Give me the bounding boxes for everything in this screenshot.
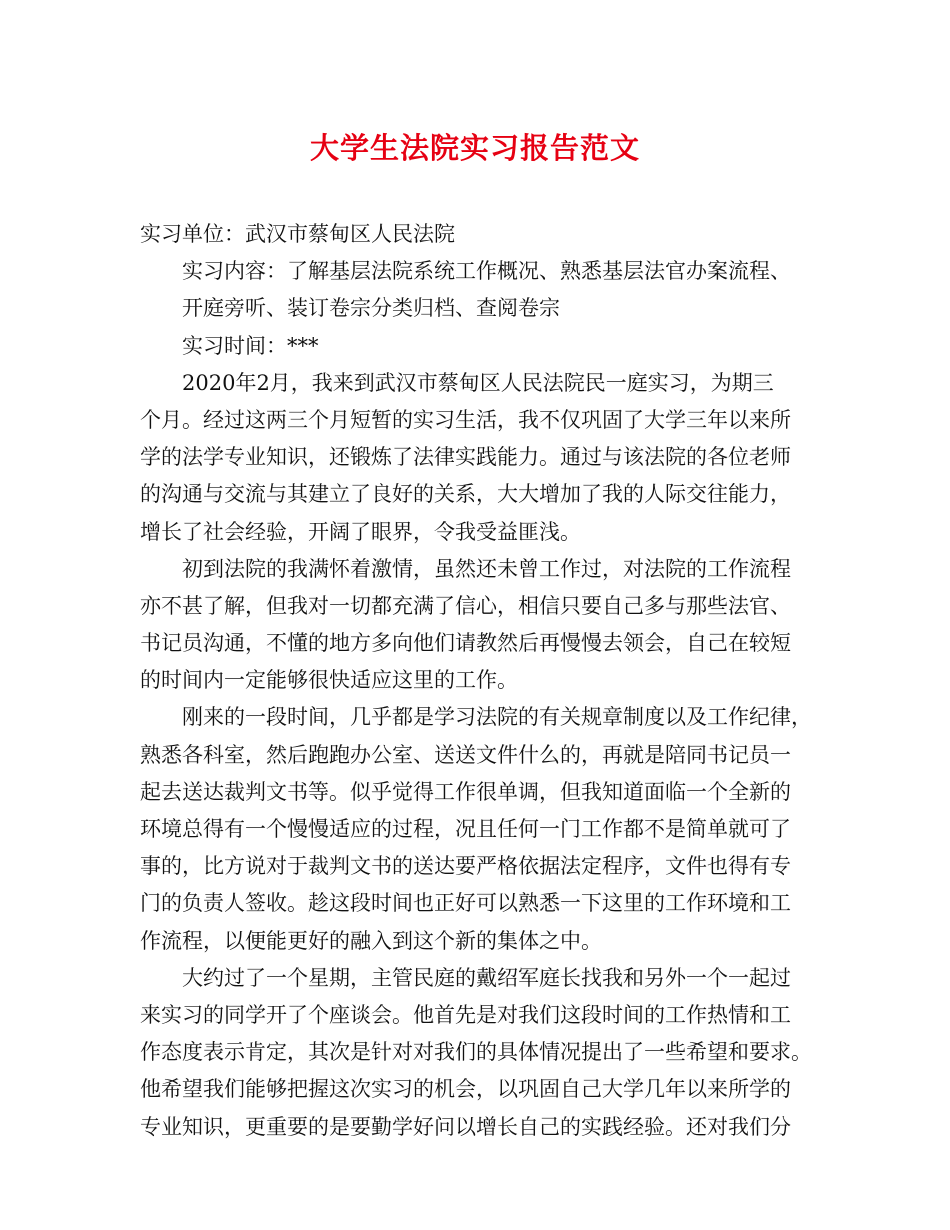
text-line: 实习时间：***: [182, 333, 319, 358]
text-line: 书记员沟通，不懂的地方多向他们请教然后再慢慢去领会，自己在较短: [140, 631, 791, 656]
text-line: 初到法院的我满怀着激情，虽然还未曾工作过，对法院的工作流程: [182, 556, 791, 581]
text-line: 2020年2月，我来到武汉市蔡甸区人民法院民一庭实习，为期三: [182, 370, 774, 395]
text-line: 刚来的一段时间，几乎都是学习法院的有关规章制度以及工作纪律，: [182, 705, 812, 730]
text-line: 门的负责人签收。趁这段时间也正好可以熟悉一下这里的工作环境和工: [140, 891, 791, 916]
text-line: 他希望我们能够把握这次实习的机会，以巩固自己大学几年以来所学的: [140, 1077, 791, 1102]
text-line: 实习内容：了解基层法院系统工作概况、熟悉基层法官办案流程、: [182, 259, 791, 284]
text-line: 熟悉各科室，然后跑跑办公室、送送文件什么的，再就是陪同书记员一: [140, 742, 791, 767]
text-line: 事的，比方说对于裁判文书的送达要严格依据法定程序，文件也得有专: [140, 854, 791, 879]
text-line: 学的法学专业知识，还锻炼了法律实践能力。通过与该法院的各位老师: [140, 445, 791, 470]
text-line: 环境总得有一个慢慢适应的过程，况且任何一门工作都不是简单就可了: [140, 817, 791, 841]
document-body: [140, 216, 812, 1146]
text-line: 实习单位：武汉市蔡甸区人民法院: [140, 222, 455, 246]
text-line: 的时间内一定能够很快适应这里的工作。: [140, 668, 518, 693]
text-line: 的沟通与交流与其建立了良好的关系，大大增加了我的人际交往能力，: [140, 482, 791, 507]
text-line: 大约过了一个星期，主管民庭的戴绍军庭长找我和另外一个一起过: [182, 965, 791, 990]
text-line: 增长了社会经验，开阔了眼界，令我受益匪浅。: [140, 519, 581, 544]
text-line: 起去送达裁判文书等。似乎觉得工作很单调，但我知道面临一个全新的: [140, 779, 791, 804]
document-title: 大学生法院实习报告范文: [309, 131, 640, 165]
text-line: 个月。经过这两三个月短暂的实习生活，我不仅巩固了大学三年以来所: [140, 407, 791, 432]
text-line: 作流程，以便能更好的融入到这个新的集体之中。: [140, 928, 602, 953]
text-line: 开庭旁听、装订卷宗分类归档、查阅卷宗: [182, 296, 560, 321]
text-line: 专业知识，更重要的是要勤学好问以增长自己的实践经验。还对我们分: [140, 1114, 791, 1139]
text-line: 亦不甚了解，但我对一切都充满了信心，相信只要自己多与那些法官、: [140, 593, 791, 618]
text-line: 作态度表示肯定，其次是针对对我们的具体情况提出了一些希望和要求。: [140, 1040, 812, 1065]
text-line: 来实习的同学开了个座谈会。他首先是对我们这段时间的工作热情和工: [140, 1002, 791, 1027]
